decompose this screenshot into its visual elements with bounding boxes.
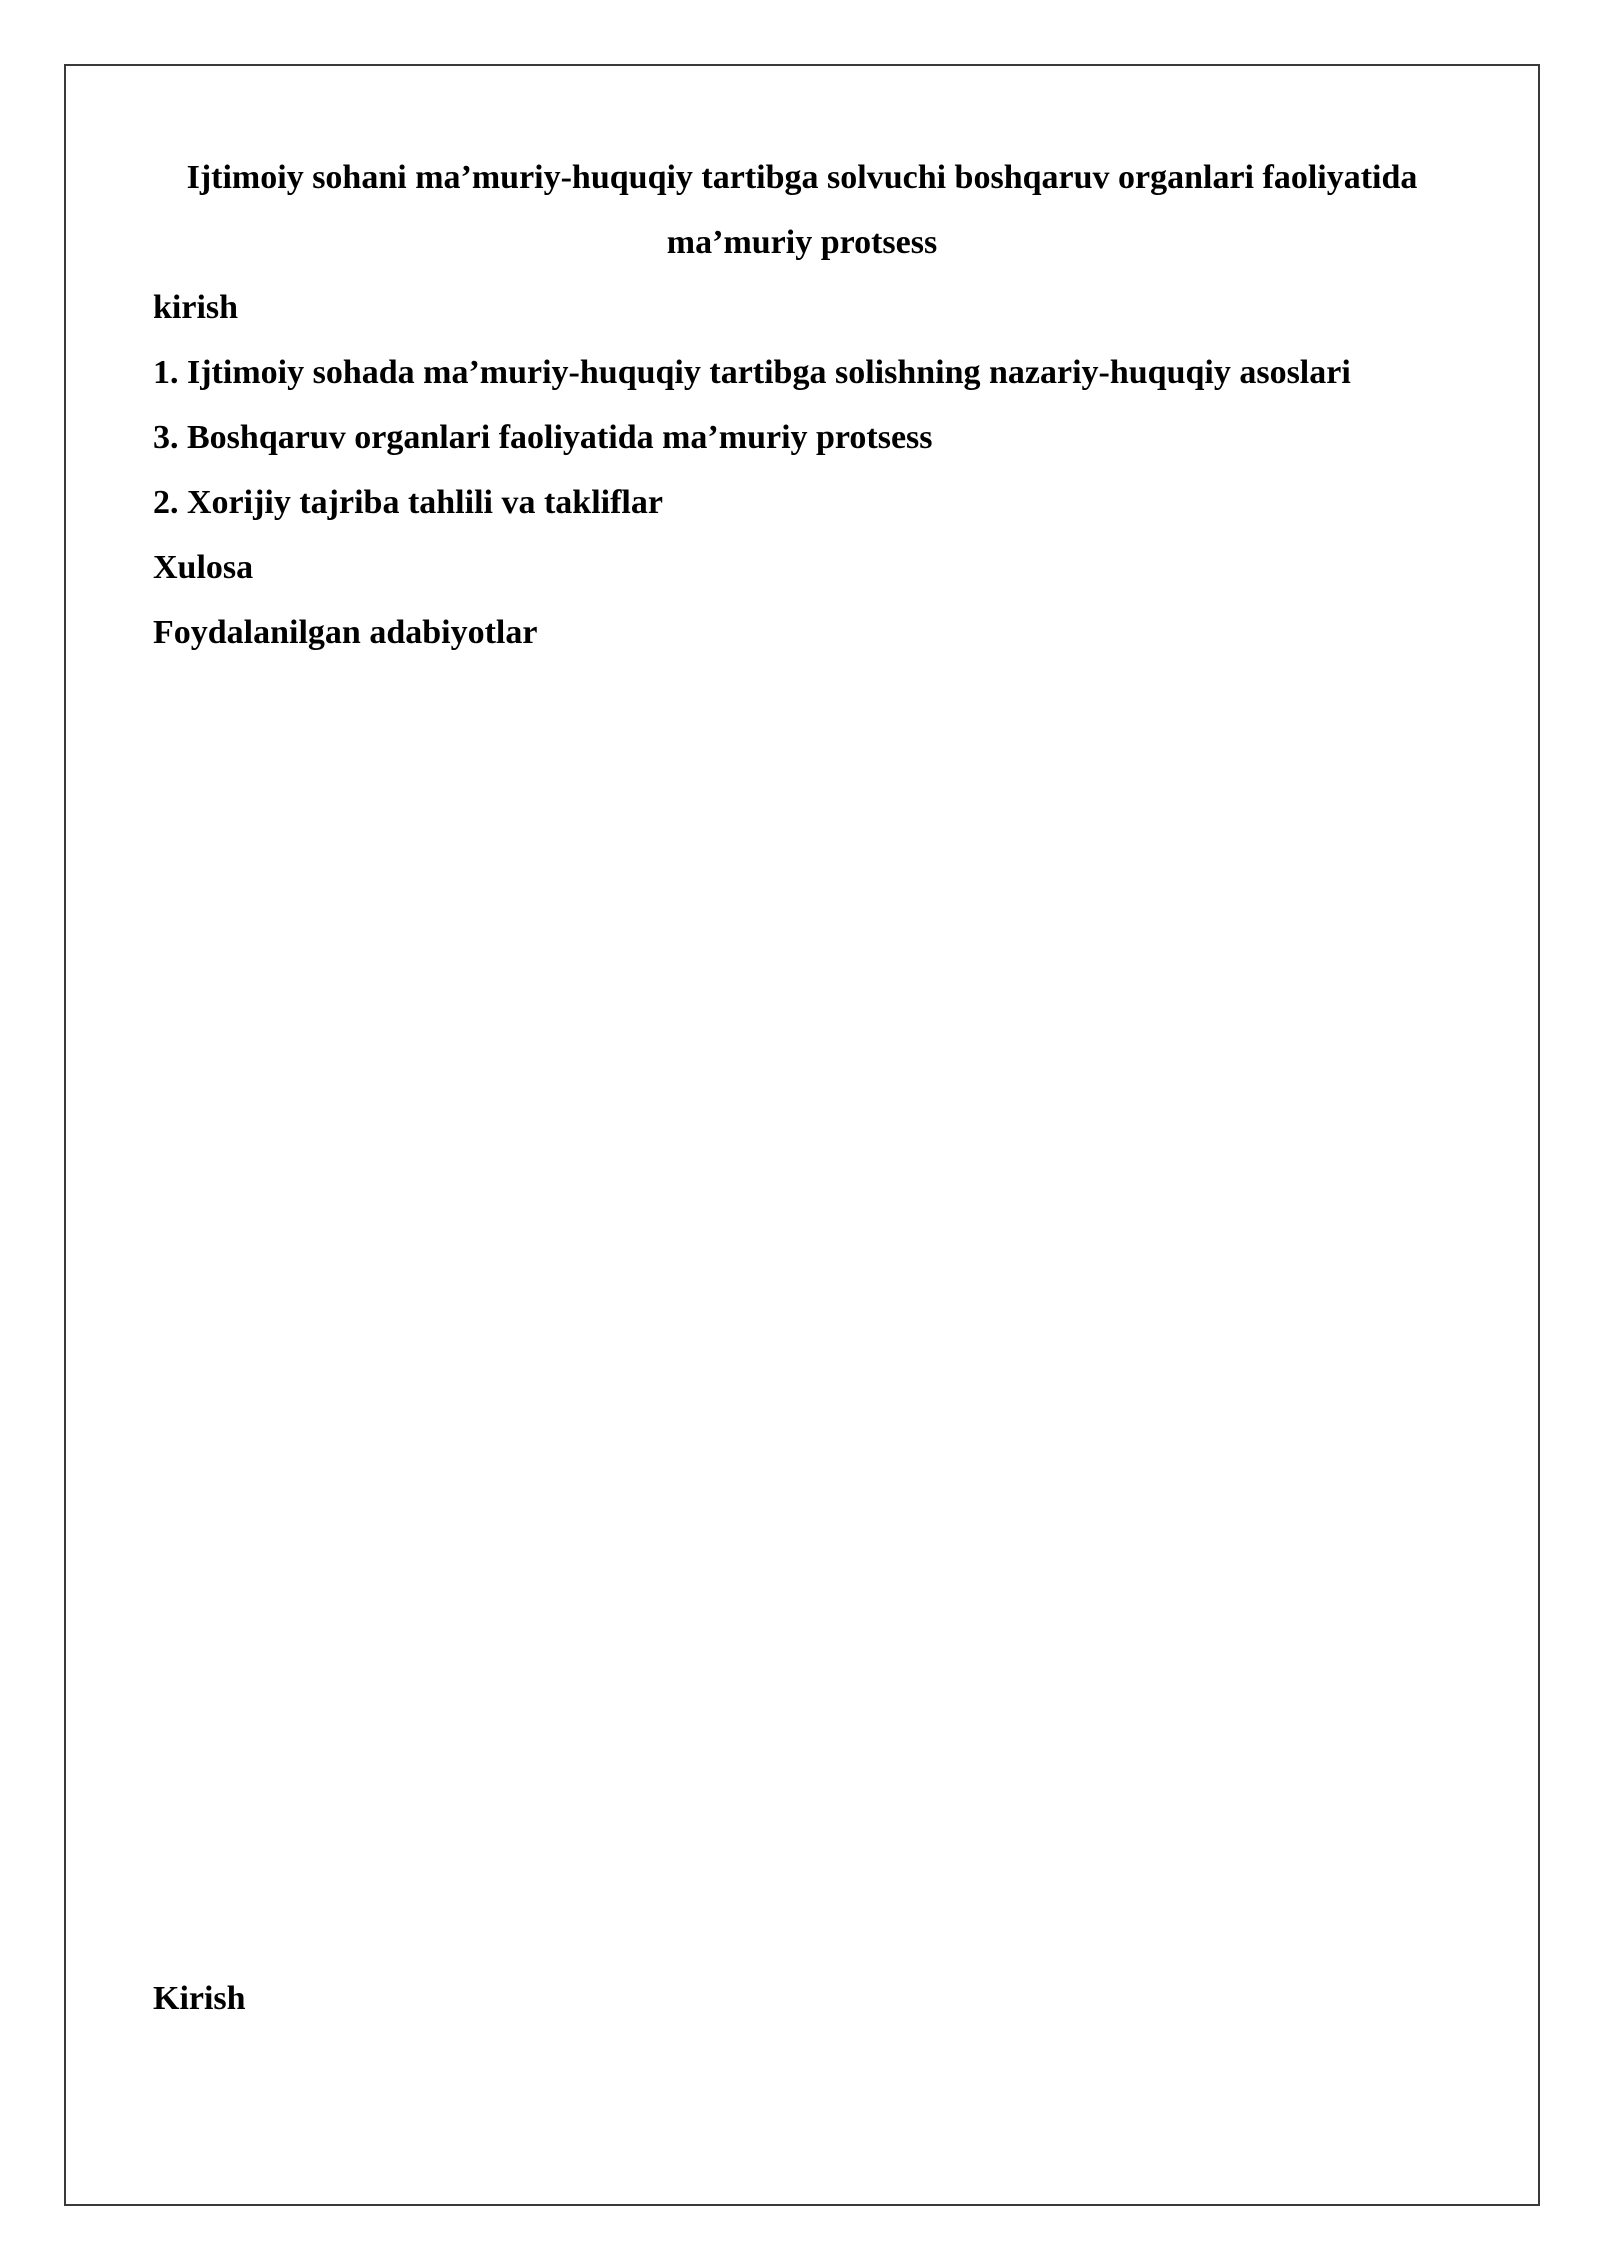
toc-item-references: Foydalanilgan adabiyotlar xyxy=(153,614,538,651)
toc-item-conclusion: Xulosa xyxy=(153,549,254,586)
toc-item-chapter-2: 2. Xorijiy tajriba tahlili va takliflar xyxy=(153,484,663,521)
document-title: Ijtimoiy sohani ma’muriy-huquqiy tartibga solvuchi boshqaruv organlari faoliyatida ma’muriy protsess xyxy=(186,159,1418,261)
toc-item-introduction: kirish xyxy=(153,289,239,326)
document-body xyxy=(153,145,1451,665)
table-of-contents xyxy=(153,275,1451,665)
section-heading-introduction: Kirish xyxy=(153,1980,246,2017)
toc-item-chapter-3: 3. Boshqaruv organlari faoliyatida ma’muriy protsess xyxy=(153,419,933,456)
toc-item-chapter-1: 1. Ijtimoiy sohada ma’muriy-huquqiy tartibga solishning nazariy-huquqiy asoslari xyxy=(153,354,1351,391)
